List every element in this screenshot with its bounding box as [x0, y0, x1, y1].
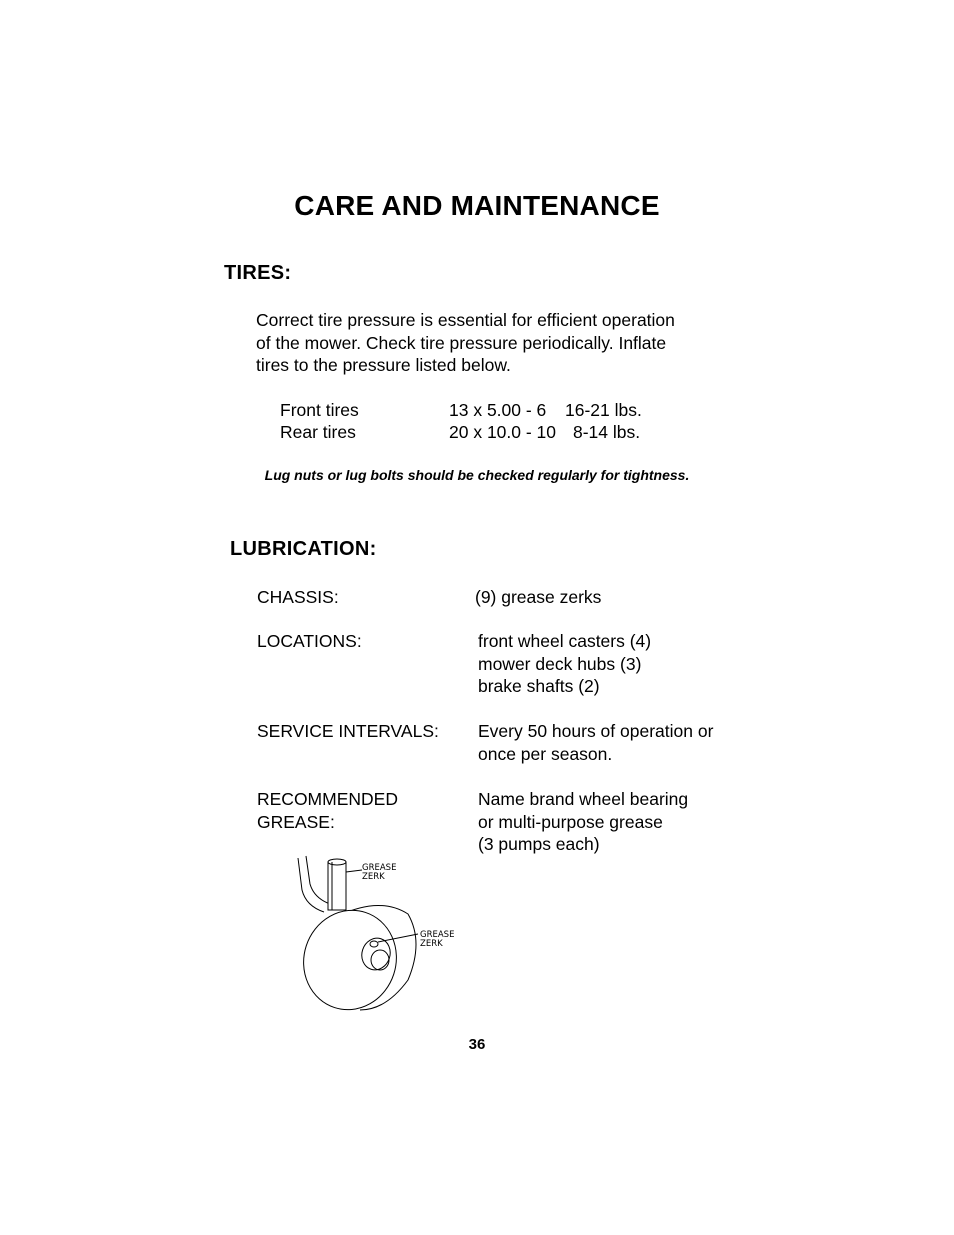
recommended-grease-value — [478, 788, 688, 856]
zerk-leader-line — [346, 870, 362, 872]
kingpin-top — [328, 859, 346, 865]
grease-value-line: (3 pumps each) — [478, 834, 600, 854]
page-title: CARE AND MAINTENANCE — [294, 190, 660, 221]
service-interval-line: once per season. — [478, 743, 613, 764]
tires-paragraph-line: Correct tire pressure is essential for efficient operation — [256, 310, 675, 330]
front-tires-pressure: 16-21 lbs. — [565, 400, 642, 420]
chassis-label: CHASSIS: — [257, 587, 339, 607]
locations-label: LOCATIONS: — [257, 631, 362, 651]
caster-wheel-illustration — [290, 850, 470, 1020]
tires-heading: TIRES: — [224, 262, 292, 284]
lubrication-heading: LUBRICATION: — [230, 538, 377, 560]
location-item: brake shafts (2) — [478, 676, 600, 696]
recommended-grease-label — [257, 788, 398, 833]
hub-zerk-label-1: GREASE — [420, 930, 455, 940]
tires-paragraph-line: tires to the pressure listed below. — [256, 355, 511, 375]
location-item: front wheel casters (4) — [478, 631, 652, 651]
service-intervals-value — [478, 720, 713, 765]
rear-tires-pressure: 8-14 lbs. — [573, 422, 641, 442]
rear-tires-label: Rear tires — [280, 422, 356, 442]
kingpin-shaft — [328, 862, 346, 910]
service-interval-line: Every 50 hours of operation or — [478, 721, 714, 741]
grease-value-line: or multi-purpose grease — [478, 811, 663, 832]
locations-list — [478, 630, 651, 698]
grease-label-line: RECOMMENDED — [257, 789, 398, 809]
front-tires-size: 13 x 5.00 - 6 — [449, 400, 547, 420]
grease-value-line: Name brand wheel bearing — [478, 789, 689, 809]
hub-zerk-label-2: ZERK — [420, 939, 443, 949]
page-number: 36 — [468, 1036, 486, 1053]
tires-paragraph-line: of the mower. Check tire pressure periodically. Inflate — [256, 332, 667, 353]
top-zerk-label-1: GREASE — [362, 863, 397, 873]
top-zerk-label-2: ZERK — [362, 872, 385, 882]
tires-paragraph — [256, 309, 675, 377]
front-tires-label: Front tires — [280, 400, 359, 420]
chassis-value: (9) grease zerks — [475, 587, 602, 607]
service-intervals-label: SERVICE INTERVALS: — [257, 721, 439, 741]
caster-fork-outline — [298, 858, 324, 912]
caster-fork-outline — [306, 856, 330, 904]
lug-nut-note: Lug nuts or lug bolts should be checked regularly for tightness. — [264, 467, 690, 483]
rear-tires-size: 20 x 10.0 - 10 — [449, 422, 557, 442]
location-item: mower deck hubs (3) — [478, 653, 642, 674]
grease-label-line: GREASE: — [257, 811, 335, 832]
